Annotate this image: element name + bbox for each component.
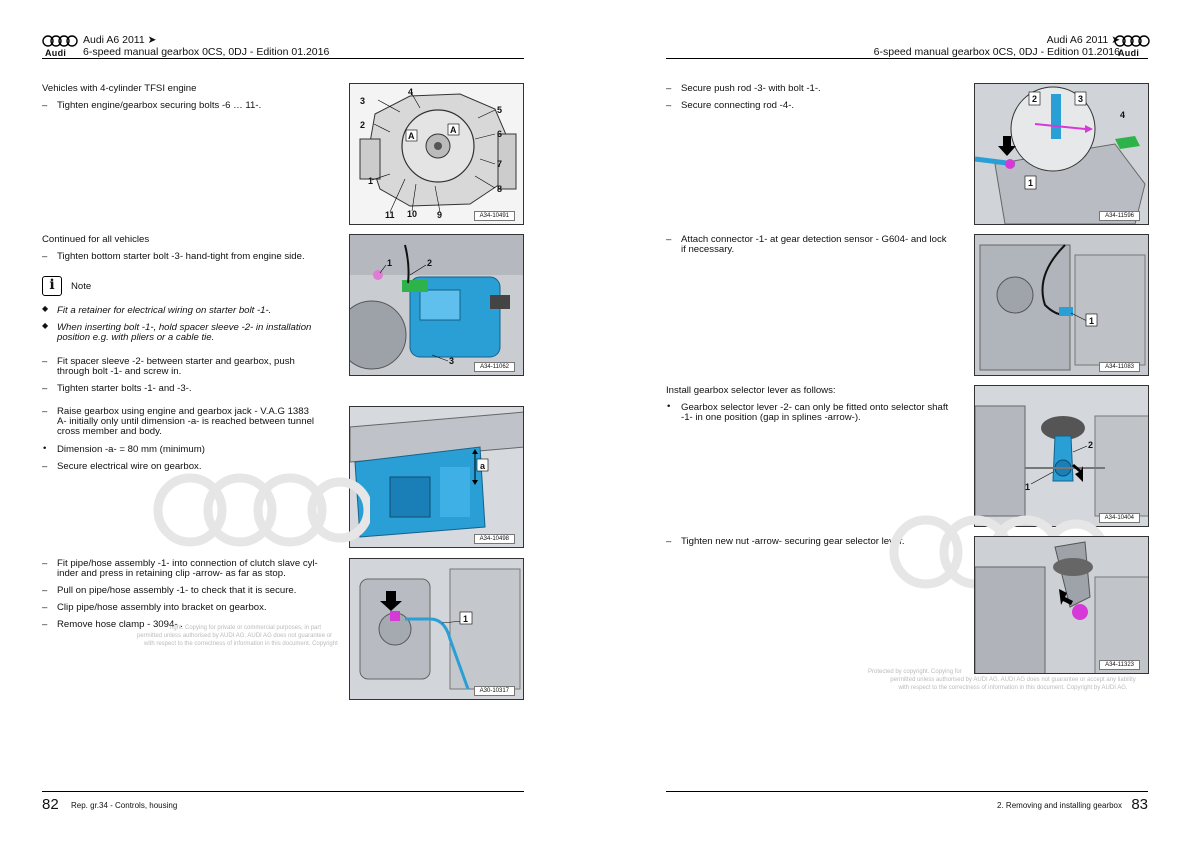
fig-label: 7	[497, 159, 503, 169]
header-title: Audi A6 2011 ➤	[83, 34, 157, 46]
figure-code: A34-10498	[474, 534, 515, 544]
info-icon: i	[42, 276, 62, 296]
step-text: Fit spacer sleeve -2- between starter and gearbox, push	[57, 356, 295, 367]
header-rule	[42, 58, 524, 59]
dash-marker: –	[42, 602, 48, 613]
figure-push-rod	[974, 83, 1149, 225]
fig-label: 3	[449, 356, 455, 366]
step-text-cont: inder and press in retaining clip -arrow- as far as stop.	[57, 568, 286, 579]
figure-connector	[974, 234, 1149, 376]
step-text: Remove hose clamp - 3094- .	[57, 619, 183, 630]
note-bullet: Fit a retainer for electrical wiring on starter bolt -1-.	[57, 305, 272, 316]
right-page	[596, 0, 1192, 842]
step-text: Pull on pipe/hose assembly -1- to check that it is secure.	[57, 585, 297, 596]
dot-text: Dimension -a- = 80 mm (minimum)	[57, 444, 205, 455]
note-bullet-cont: position e.g. with pliers or a cable tie.	[57, 332, 215, 343]
fig-label: 1	[387, 258, 393, 268]
footer-text: Rep. gr.34 - Controls, housing	[71, 801, 178, 810]
page-number: 82	[42, 796, 59, 813]
dash-marker: –	[42, 461, 48, 472]
audi-rings-logo	[42, 35, 78, 47]
dash-marker: –	[42, 406, 48, 417]
step-text: Secure push rod -3- with bolt -1-.	[681, 83, 821, 94]
dash-marker: –	[666, 536, 672, 547]
fig-label: 3	[360, 96, 366, 106]
copyright-watermark: right. Copying for private or commercial purposes, in part permitted unless authorised by AUDI AG. AUDI AG does not guarantee or with respect to the correctness of information in this document. Copyright	[137, 625, 338, 647]
fig-label: 1	[1089, 316, 1095, 326]
dash-marker: –	[666, 83, 672, 94]
audi-logo-word: Audi	[1118, 48, 1140, 58]
fig-label: 2	[1032, 94, 1038, 104]
section-heading: Continued for all vehicles	[42, 234, 150, 245]
fig-label: 9	[437, 210, 443, 220]
step-text: Raise gearbox using engine and gearbox jack - V.A.G 1383	[57, 406, 309, 417]
audi-logo-word: Audi	[45, 48, 67, 58]
dot-marker: •	[43, 443, 47, 454]
figure-starter	[349, 234, 524, 376]
header-subtitle: 6-speed manual gearbox 0CS, 0DJ - Edition 01.2016	[83, 46, 330, 58]
figure-code: A30-10317	[474, 686, 515, 696]
figure-selector-nut	[974, 536, 1149, 674]
step-text: Fit pipe/hose assembly -1- into connection of clutch slave cyl-	[57, 558, 318, 569]
figure-code: A34-11062	[474, 362, 515, 372]
figure-engine-bolts	[349, 83, 524, 225]
header-rule	[666, 58, 1148, 59]
figure-code: A34-10491	[474, 211, 515, 221]
step-text: Attach connector -1- at gear detection sensor - G604- and lock	[681, 234, 947, 245]
figure-pipe-hose	[349, 558, 524, 700]
fig-label: 4	[1120, 110, 1126, 120]
fig-label: A	[408, 131, 415, 141]
fig-label: 2	[427, 258, 433, 268]
step-text: Secure electrical wire on gearbox.	[57, 461, 202, 472]
step-text: Tighten starter bolts -1- and -3-.	[57, 383, 192, 394]
fig-label: 2	[360, 120, 366, 130]
fig-label: 6	[497, 129, 503, 139]
watermark-rings-icon	[150, 470, 370, 550]
bullet-diamond: ◆	[42, 304, 49, 313]
step-text-cont: cross member and body.	[57, 426, 162, 437]
step-text: Tighten engine/gearbox securing bolts -6 … 11-.	[57, 100, 262, 111]
footer-rule	[42, 791, 524, 792]
figure-code: A34-11596	[1099, 211, 1140, 221]
step-text: Tighten new nut -arrow- securing gear selector lever.	[681, 536, 905, 547]
step-text: Secure connecting rod -4-.	[681, 100, 795, 111]
figure-code: A34-10404	[1099, 513, 1140, 523]
step-text-cont: A- initially only until dimension -a- is reached between tunnel	[57, 416, 315, 427]
fig-label: 1	[368, 176, 374, 186]
step-text: Clip pipe/hose assembly into bracket on gearbox.	[57, 602, 267, 613]
fig-label: 8	[497, 184, 503, 194]
dash-marker: –	[42, 619, 48, 630]
footer-text: 2. Removing and installing gearbox	[997, 801, 1122, 810]
figure-code: A34-11083	[1099, 362, 1140, 372]
fig-label: a	[480, 461, 486, 471]
fig-label: 1	[1028, 178, 1034, 188]
dash-marker: –	[42, 100, 48, 111]
note-bullet: When inserting bolt -1-, hold spacer sleeve -2- in installation	[57, 322, 312, 333]
fig-label: 11	[385, 210, 395, 220]
dash-marker: –	[666, 234, 672, 245]
fig-label: 1	[463, 614, 469, 624]
header-subtitle: 6-speed manual gearbox 0CS, 0DJ - Edition 01.2016	[873, 46, 1120, 58]
section-heading: Install gearbox selector lever as follows:	[666, 385, 836, 396]
page-number: 83	[1131, 796, 1148, 813]
step-text: Tighten bottom starter bolt -3- hand-tight from engine side.	[57, 251, 305, 262]
dash-marker: –	[42, 356, 48, 367]
footer-rule	[666, 791, 1148, 792]
dot-text-cont: -1- in one position (gap in splines -arrow-).	[681, 412, 861, 423]
fig-label: 3	[1078, 94, 1084, 104]
dash-marker: –	[42, 585, 48, 596]
copyright-watermark: Protected by copyright. Copying for permitted unless authorised by AUDI AG. AUDI AG does not guarantee or accept any liability with respect to the correctness of information in this document. Copyright by AUDI AG.	[868, 669, 1136, 691]
step-text-cont: through bolt -1- and screw in.	[57, 366, 182, 377]
dash-marker: –	[42, 251, 48, 262]
step-text-cont: if necessary.	[681, 244, 735, 255]
dash-marker: –	[42, 558, 48, 569]
header-title: Audi A6 2011 ➤	[1046, 34, 1120, 46]
section-heading: Vehicles with 4-cylinder TFSI engine	[42, 83, 197, 94]
fig-label: 10	[407, 209, 418, 219]
audi-rings-logo	[1114, 35, 1150, 47]
dash-marker: –	[666, 100, 672, 111]
note-label: Note	[71, 281, 92, 292]
fig-label: 4	[408, 87, 414, 97]
dash-marker: –	[42, 383, 48, 394]
fig-label: 1	[1025, 482, 1031, 492]
fig-label: 2	[1088, 440, 1094, 450]
figure-selector-lever	[974, 385, 1149, 527]
figure-gearbox-jack	[349, 406, 524, 548]
bullet-diamond: ◆	[42, 321, 49, 330]
dot-text: Gearbox selector lever -2- can only be fitted onto selector shaft	[681, 402, 949, 413]
dot-marker: •	[667, 401, 671, 412]
fig-label: 5	[497, 105, 503, 115]
fig-label: A	[450, 125, 457, 135]
figure-code: A34-11323	[1099, 660, 1140, 670]
